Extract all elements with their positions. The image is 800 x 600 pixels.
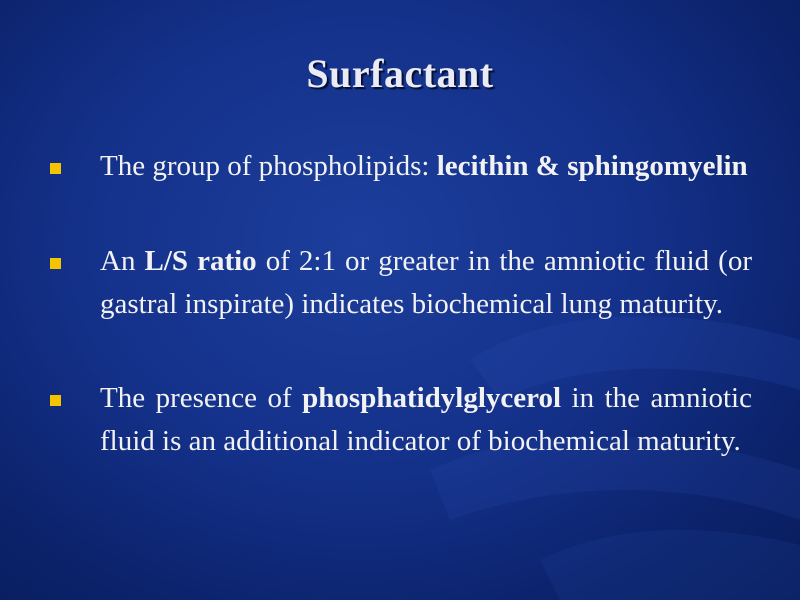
bullet-text: An bbox=[100, 245, 145, 277]
bullet-text-bold: phosphatidylglycerol bbox=[302, 382, 562, 414]
bullet-text: of 2:1 or greater in the amniotic fluid (or gastral inspirate) indicates biochemical lung maturity. bbox=[100, 245, 752, 320]
bullet-text-bold: lecithin & sphingomyelin bbox=[436, 150, 748, 182]
bullet-text: in the amniotic fluid is an additional indicator of biochemical maturity. bbox=[100, 382, 752, 457]
bullet-text-bold: L/S ratio bbox=[144, 245, 257, 277]
bullet-marker-icon bbox=[50, 258, 61, 269]
bullet-item-phosphatidylglycerol bbox=[100, 377, 752, 463]
bullet-text: The group of phospholipids: bbox=[100, 150, 437, 182]
bullet-item-ls-ratio bbox=[100, 240, 752, 326]
bullet-marker-icon bbox=[50, 395, 61, 406]
bullet-item-phospholipids bbox=[100, 145, 752, 188]
bullet-marker-icon bbox=[50, 163, 61, 174]
slide-title: Surfactant bbox=[306, 51, 494, 96]
bullet-text: The presence of bbox=[100, 382, 303, 414]
